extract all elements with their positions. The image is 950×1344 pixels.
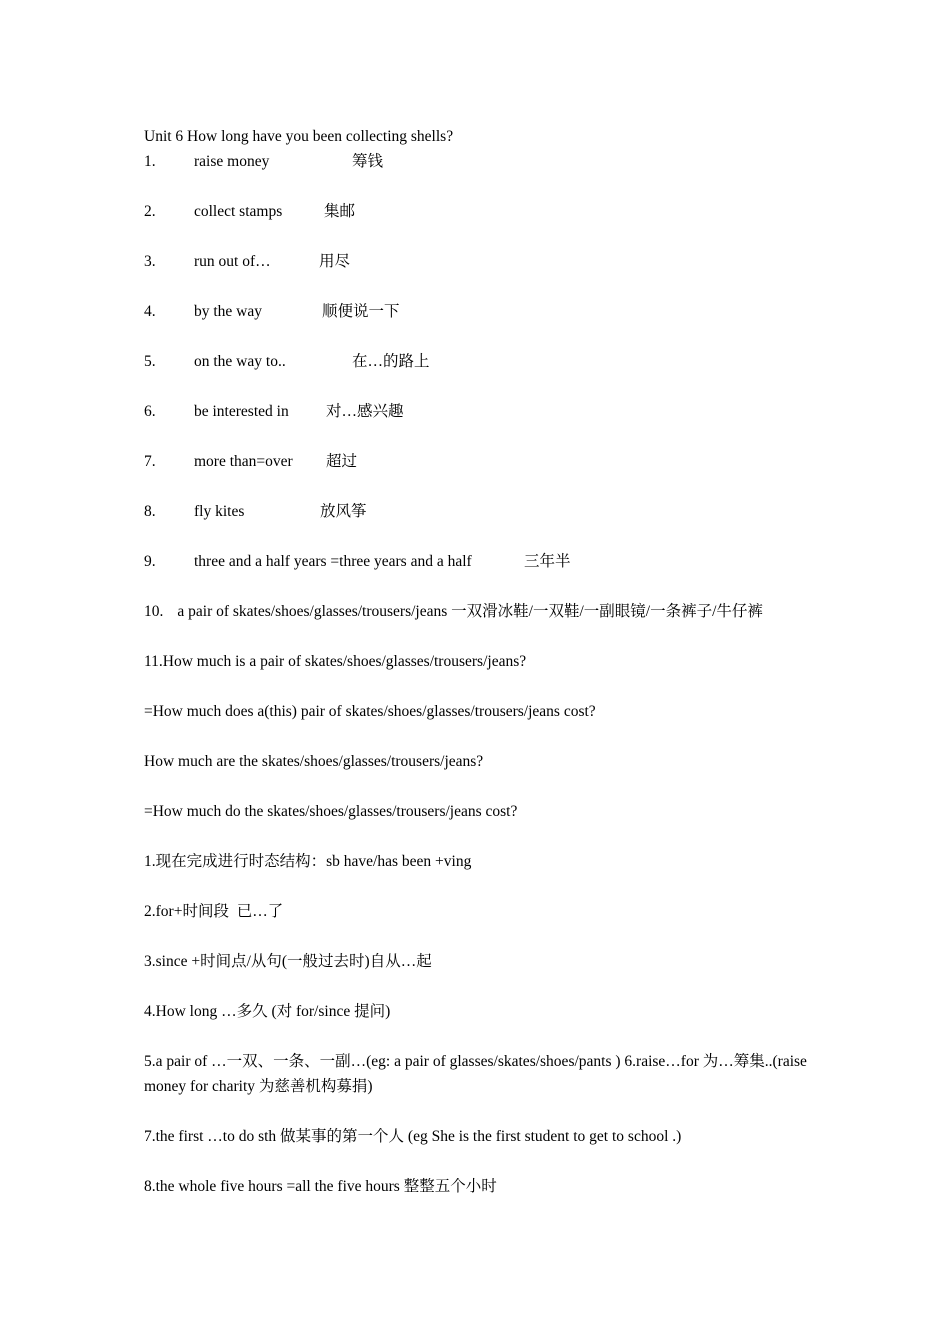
phrase-english: more than=over (194, 453, 293, 470)
grammar-note: 8.the whole five hours =all the five hours 整整五个小时 (144, 1178, 497, 1195)
phrase-number: 7. (144, 453, 156, 470)
question-line: =How much does a(this) pair of skates/shoes/glasses/trousers/jeans cost? (144, 703, 596, 720)
phrase-text: a pair of skates/shoes/glasses/trousers/jeans 一双滑冰鞋/一双鞋/一副眼镜/一条裤子/牛仔裤 (177, 603, 763, 620)
phrase-number: 2. (144, 203, 156, 220)
grammar-note: 1.现在完成进行时态结构：sb have/has been +ving (144, 853, 472, 870)
phrase-chinese: 对…感兴趣 (326, 403, 404, 420)
phrase-chinese: 超过 (326, 453, 358, 470)
document-title: Unit 6 How long have you been collecting shells? (144, 128, 454, 145)
phrase-item (144, 449, 814, 474)
phrase-number: 8. (144, 503, 156, 520)
phrase-item (144, 399, 814, 424)
phrase-number: 6. (144, 403, 156, 420)
grammar-note: 5.a pair of …一双、一条、一副…(eg: a pair of glasses/skates/shoes/pants ) 6.raise…for 为…筹集..(raise money for charity 为慈善机构募捐) (144, 1053, 807, 1095)
phrase-chinese: 用尽 (319, 253, 351, 270)
phrase-item (144, 249, 814, 274)
phrase-english: run out of… (194, 253, 271, 270)
grammar-note: 7.the first …to do sth 做某事的第一个人 (eg She is the first student to get to school .) (144, 1128, 682, 1145)
phrase-english: three and a half years =three years and a half (194, 553, 472, 570)
phrase-english: be interested in (194, 403, 289, 420)
phrase-english: on the way to.. (194, 353, 286, 370)
phrase-chinese: 顺便说一下 (322, 303, 400, 320)
phrase-item (144, 299, 814, 324)
phrase-english: fly kites (194, 503, 245, 520)
phrase-item (144, 149, 814, 174)
phrase-chinese: 集邮 (324, 203, 356, 220)
phrase-item (144, 499, 814, 524)
phrase-item (144, 349, 814, 374)
question-line: How much are the skates/shoes/glasses/trousers/jeans? (144, 753, 484, 770)
grammar-note: 2.for+时间段 已…了 (144, 903, 284, 920)
phrase-item (144, 199, 814, 224)
phrase-item-10 (144, 599, 814, 624)
phrase-item (144, 549, 814, 574)
phrase-chinese: 在…的路上 (352, 353, 430, 370)
document-page (144, 124, 814, 1199)
phrase-english: by the way (194, 303, 263, 320)
phrase-number: 9. (144, 553, 156, 570)
grammar-note: 3.since +时间点/从句(一般过去时)自从…起 (144, 953, 432, 970)
phrase-english: raise money (194, 153, 270, 170)
phrase-number: 4. (144, 303, 156, 320)
phrase-chinese: 三年半 (524, 553, 571, 570)
question-line: 11.How much is a pair of skates/shoes/glasses/trousers/jeans? (144, 653, 527, 670)
grammar-note: 4.How long …多久 (对 for/since 提问) (144, 1003, 391, 1020)
phrase-number: 10. (144, 603, 164, 620)
phrase-number: 3. (144, 253, 156, 270)
phrase-english: collect stamps (194, 203, 283, 220)
question-line: =How much do the skates/shoes/glasses/trousers/jeans cost? (144, 803, 518, 820)
phrase-number: 5. (144, 353, 156, 370)
phrase-chinese: 放风筝 (320, 503, 367, 520)
phrase-chinese: 筹钱 (352, 153, 384, 170)
phrase-number: 1. (144, 153, 156, 170)
